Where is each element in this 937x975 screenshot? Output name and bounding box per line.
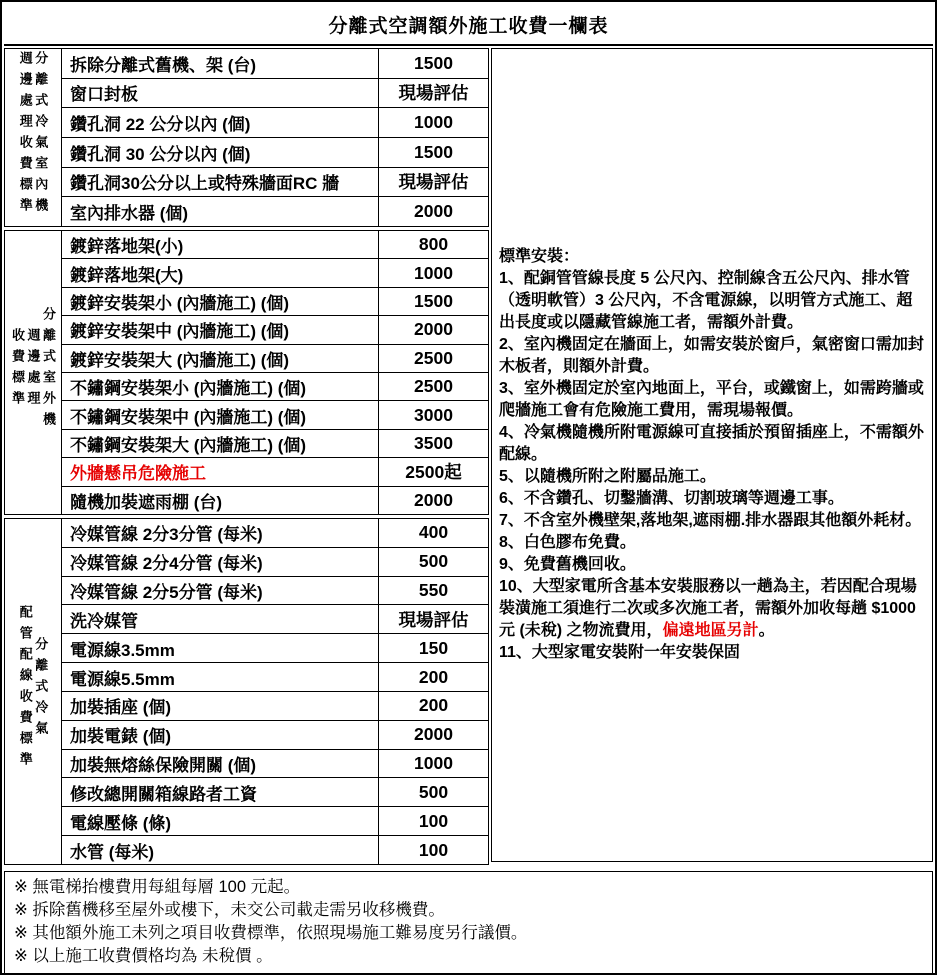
price-cell: 200: [379, 691, 489, 720]
notes-heading: 標準安裝：: [499, 248, 580, 265]
item-name-cell: 水管 (每米): [62, 836, 379, 865]
price-cell: 500: [379, 778, 489, 807]
note-item: [499, 576, 927, 642]
price-cell: 1500: [379, 287, 489, 315]
vertical-label: [16, 519, 50, 859]
section-vertical-label: [5, 49, 62, 227]
note-text: 7、不含室外機壁架,落地架,遮雨棚.排水器跟其他額外耗材。: [499, 512, 922, 529]
note-text: 4、冷氣機隨機所附電源線可直接插於預留插座上，不需額外配線。: [499, 424, 924, 463]
note-text: 10、大型家電所含基本安裝服務以一趟為主，若因配合現場裝潢施工須進行二次或多次施工者，需額外加收每趟 $1000元 (未稅) 之物流費用，: [499, 578, 917, 639]
vertical-label: [16, 49, 50, 221]
item-name-cell: 鍍鋅安裝架中 (內牆施工) (個): [62, 316, 379, 344]
price-cell: 200: [379, 663, 489, 692]
item-name-cell: 隨機加裝遮雨棚 (台): [62, 486, 379, 514]
price-cell: 2000: [379, 316, 489, 344]
vertical-label-column: 收費標準: [10, 328, 25, 412]
table-row: [5, 458, 489, 486]
price-cell: 2500: [379, 372, 489, 400]
price-cell: 現場評估: [379, 167, 489, 197]
item-name-cell: 洗冷媒管: [62, 605, 379, 634]
note-item: [499, 642, 927, 664]
fee-section-indoor-unit-peripheral: [4, 48, 489, 227]
vertical-label-column: 週邊處理: [25, 328, 41, 412]
table-row: [5, 691, 489, 720]
footnote-item: ※ 其他額外施工未列之項目收費標準，依照現場施工難易度另行議價。: [14, 924, 528, 942]
item-name-cell: 電源線5.5mm: [62, 663, 379, 692]
price-cell: 2500起: [379, 458, 489, 486]
item-name-cell: 室內排水器 (個): [62, 197, 379, 227]
item-name-cell: 冷媒管線 2分4分管 (每米): [62, 547, 379, 576]
item-name-cell: 冷媒管線 2分3分管 (每米): [62, 519, 379, 548]
price-cell: 1000: [379, 108, 489, 138]
table-row: [5, 401, 489, 429]
table-row: [5, 287, 489, 315]
table-row: [5, 137, 489, 167]
footnote-item: ※ 以上施工收費價格均為 未稅價 。: [14, 947, 273, 965]
price-cell: 100: [379, 836, 489, 865]
item-name-cell: 加裝電錶 (個): [62, 720, 379, 749]
fee-section-outdoor-unit-peripheral: [4, 230, 489, 515]
note-highlight-text: 偏遠地區另計: [662, 622, 759, 639]
note-text: 6、不含鑽孔、切鑿牆溝、切割玻璃等週邊工事。: [499, 490, 844, 507]
note-item: [499, 554, 927, 576]
table-row: [5, 167, 489, 197]
note-text: 3、室外機固定於室內地面上，平台，或鐵窗上，如需跨牆或爬牆施工會有危險施工費用，需現場報價。: [499, 380, 924, 419]
table-row: [5, 108, 489, 138]
table-row: [5, 576, 489, 605]
note-text: 5、以隨機所附之附屬品施工。: [499, 468, 716, 485]
note-text: 2、室內機固定在牆面上，如需安裝於窗戶，氣密窗口需加封木板者，則額外計費。: [499, 336, 924, 375]
price-cell: 1000: [379, 749, 489, 778]
price-cell: 2000: [379, 197, 489, 227]
note-text: 11、大型家電安裝附一年安裝保固: [499, 644, 740, 661]
item-name-cell: 不鏽鋼安裝架中 (內牆施工) (個): [62, 401, 379, 429]
footnotes: [4, 871, 933, 974]
standard-install-notes: [491, 48, 933, 862]
table-row: [5, 231, 489, 259]
table-row: [5, 197, 489, 227]
item-name-cell: 鑽孔洞 22 公分以內 (個): [62, 108, 379, 138]
item-name-cell: 鍍鋅落地架(小): [62, 231, 379, 259]
section-vertical-label: [5, 231, 62, 515]
item-name-cell: 鑽孔洞30公分以上或特殊牆面RC 牆: [62, 167, 379, 197]
table-row: [5, 605, 489, 634]
item-name-cell: 拆除分離式舊機、架 (台): [62, 49, 379, 79]
price-cell: 1500: [379, 137, 489, 167]
price-cell: 2000: [379, 720, 489, 749]
price-cell: 500: [379, 547, 489, 576]
item-name-cell: 鑽孔洞 30 公分以內 (個): [62, 137, 379, 167]
vertical-label-column: 分離式冷氣: [33, 636, 49, 742]
item-name-cell: 修改總開關箱線路者工資: [62, 778, 379, 807]
note-item: [499, 488, 927, 510]
note-item: [499, 532, 927, 554]
table-row: [5, 720, 489, 749]
note-text: 8、白色膠布免費。: [499, 534, 636, 551]
table-row: [5, 836, 489, 865]
note-item: [499, 268, 927, 334]
price-cell: 150: [379, 634, 489, 663]
note-text: 1、配銅管管線長度 5 公尺內、控制線含五公尺內、排水管（透明軟管）3 公尺內，不含電源線，以明管方式施工、超出長度或以隱藏管線施工者，需額外計費。: [499, 270, 913, 331]
table-row: [5, 547, 489, 576]
note-item: [499, 466, 927, 488]
price-cell: 2500: [379, 344, 489, 372]
item-name-cell: 外牆懸吊危險施工: [62, 458, 379, 486]
price-cell: 1000: [379, 259, 489, 287]
vertical-label: [9, 231, 58, 509]
table-row: [5, 344, 489, 372]
note-item: [499, 510, 927, 532]
page-title: 分離式空調額外施工收費一欄表: [4, 4, 933, 46]
footnote-item: ※ 無電梯抬樓費用每組每層 100 元起。: [14, 878, 301, 896]
price-cell: 550: [379, 576, 489, 605]
table-row: [5, 663, 489, 692]
item-name-cell: 鍍鋅落地架(大): [62, 259, 379, 287]
table-row: [5, 486, 489, 514]
item-name-cell: 電源線3.5mm: [62, 634, 379, 663]
item-name-cell: 鍍鋅安裝架小 (內牆施工) (個): [62, 287, 379, 315]
price-cell: 400: [379, 519, 489, 548]
table-row: [5, 372, 489, 400]
item-name-cell: 不鏽鋼安裝架小 (內牆施工) (個): [62, 372, 379, 400]
note-text: 。: [758, 622, 775, 639]
price-cell: 現場評估: [379, 78, 489, 108]
price-cell: 100: [379, 807, 489, 836]
price-cell: 現場評估: [379, 605, 489, 634]
vertical-label-column: 配管配線收費標準: [17, 605, 33, 773]
price-cell: 800: [379, 231, 489, 259]
fee-sections: [4, 48, 488, 868]
table-row: [5, 78, 489, 108]
note-item: [499, 378, 927, 422]
price-cell: 2000: [379, 486, 489, 514]
note-item: [499, 422, 927, 466]
table-row: [5, 519, 489, 548]
table-row: [5, 49, 489, 79]
item-name-cell: 冷媒管線 2分5分管 (每米): [62, 576, 379, 605]
section-vertical-label: [5, 519, 62, 865]
table-row: [5, 749, 489, 778]
table-row: [5, 259, 489, 287]
fee-section-piping-wiring: [4, 518, 489, 865]
vertical-label-column: 分離式室外機: [41, 307, 56, 433]
table-row: [5, 634, 489, 663]
table-row: [5, 316, 489, 344]
table-row: [5, 778, 489, 807]
table-row: [5, 429, 489, 457]
item-name-cell: 加裝插座 (個): [62, 691, 379, 720]
vertical-label-column: 分離式冷氣室內機: [33, 51, 49, 219]
note-item: [499, 334, 927, 378]
vertical-label-column: 週邊處理收費標準: [17, 51, 33, 219]
item-name-cell: 加裝無熔絲保險開關 (個): [62, 749, 379, 778]
price-cell: 3500: [379, 429, 489, 457]
item-name-cell: 電線壓條 (條): [62, 807, 379, 836]
item-name-cell: 窗口封板: [62, 78, 379, 108]
item-name-cell: 不鏽鋼安裝架大 (內牆施工) (個): [62, 429, 379, 457]
footnote-item: ※ 拆除舊機移至屋外或樓下，未交公司載走需另收移機費。: [14, 901, 445, 919]
table-row: [5, 807, 489, 836]
note-text: 9、免費舊機回收。: [499, 556, 636, 573]
price-cell: 3000: [379, 401, 489, 429]
price-cell: 1500: [379, 49, 489, 79]
main-content: [4, 48, 933, 868]
item-name-cell: 鍍鋅安裝架大 (內牆施工) (個): [62, 344, 379, 372]
